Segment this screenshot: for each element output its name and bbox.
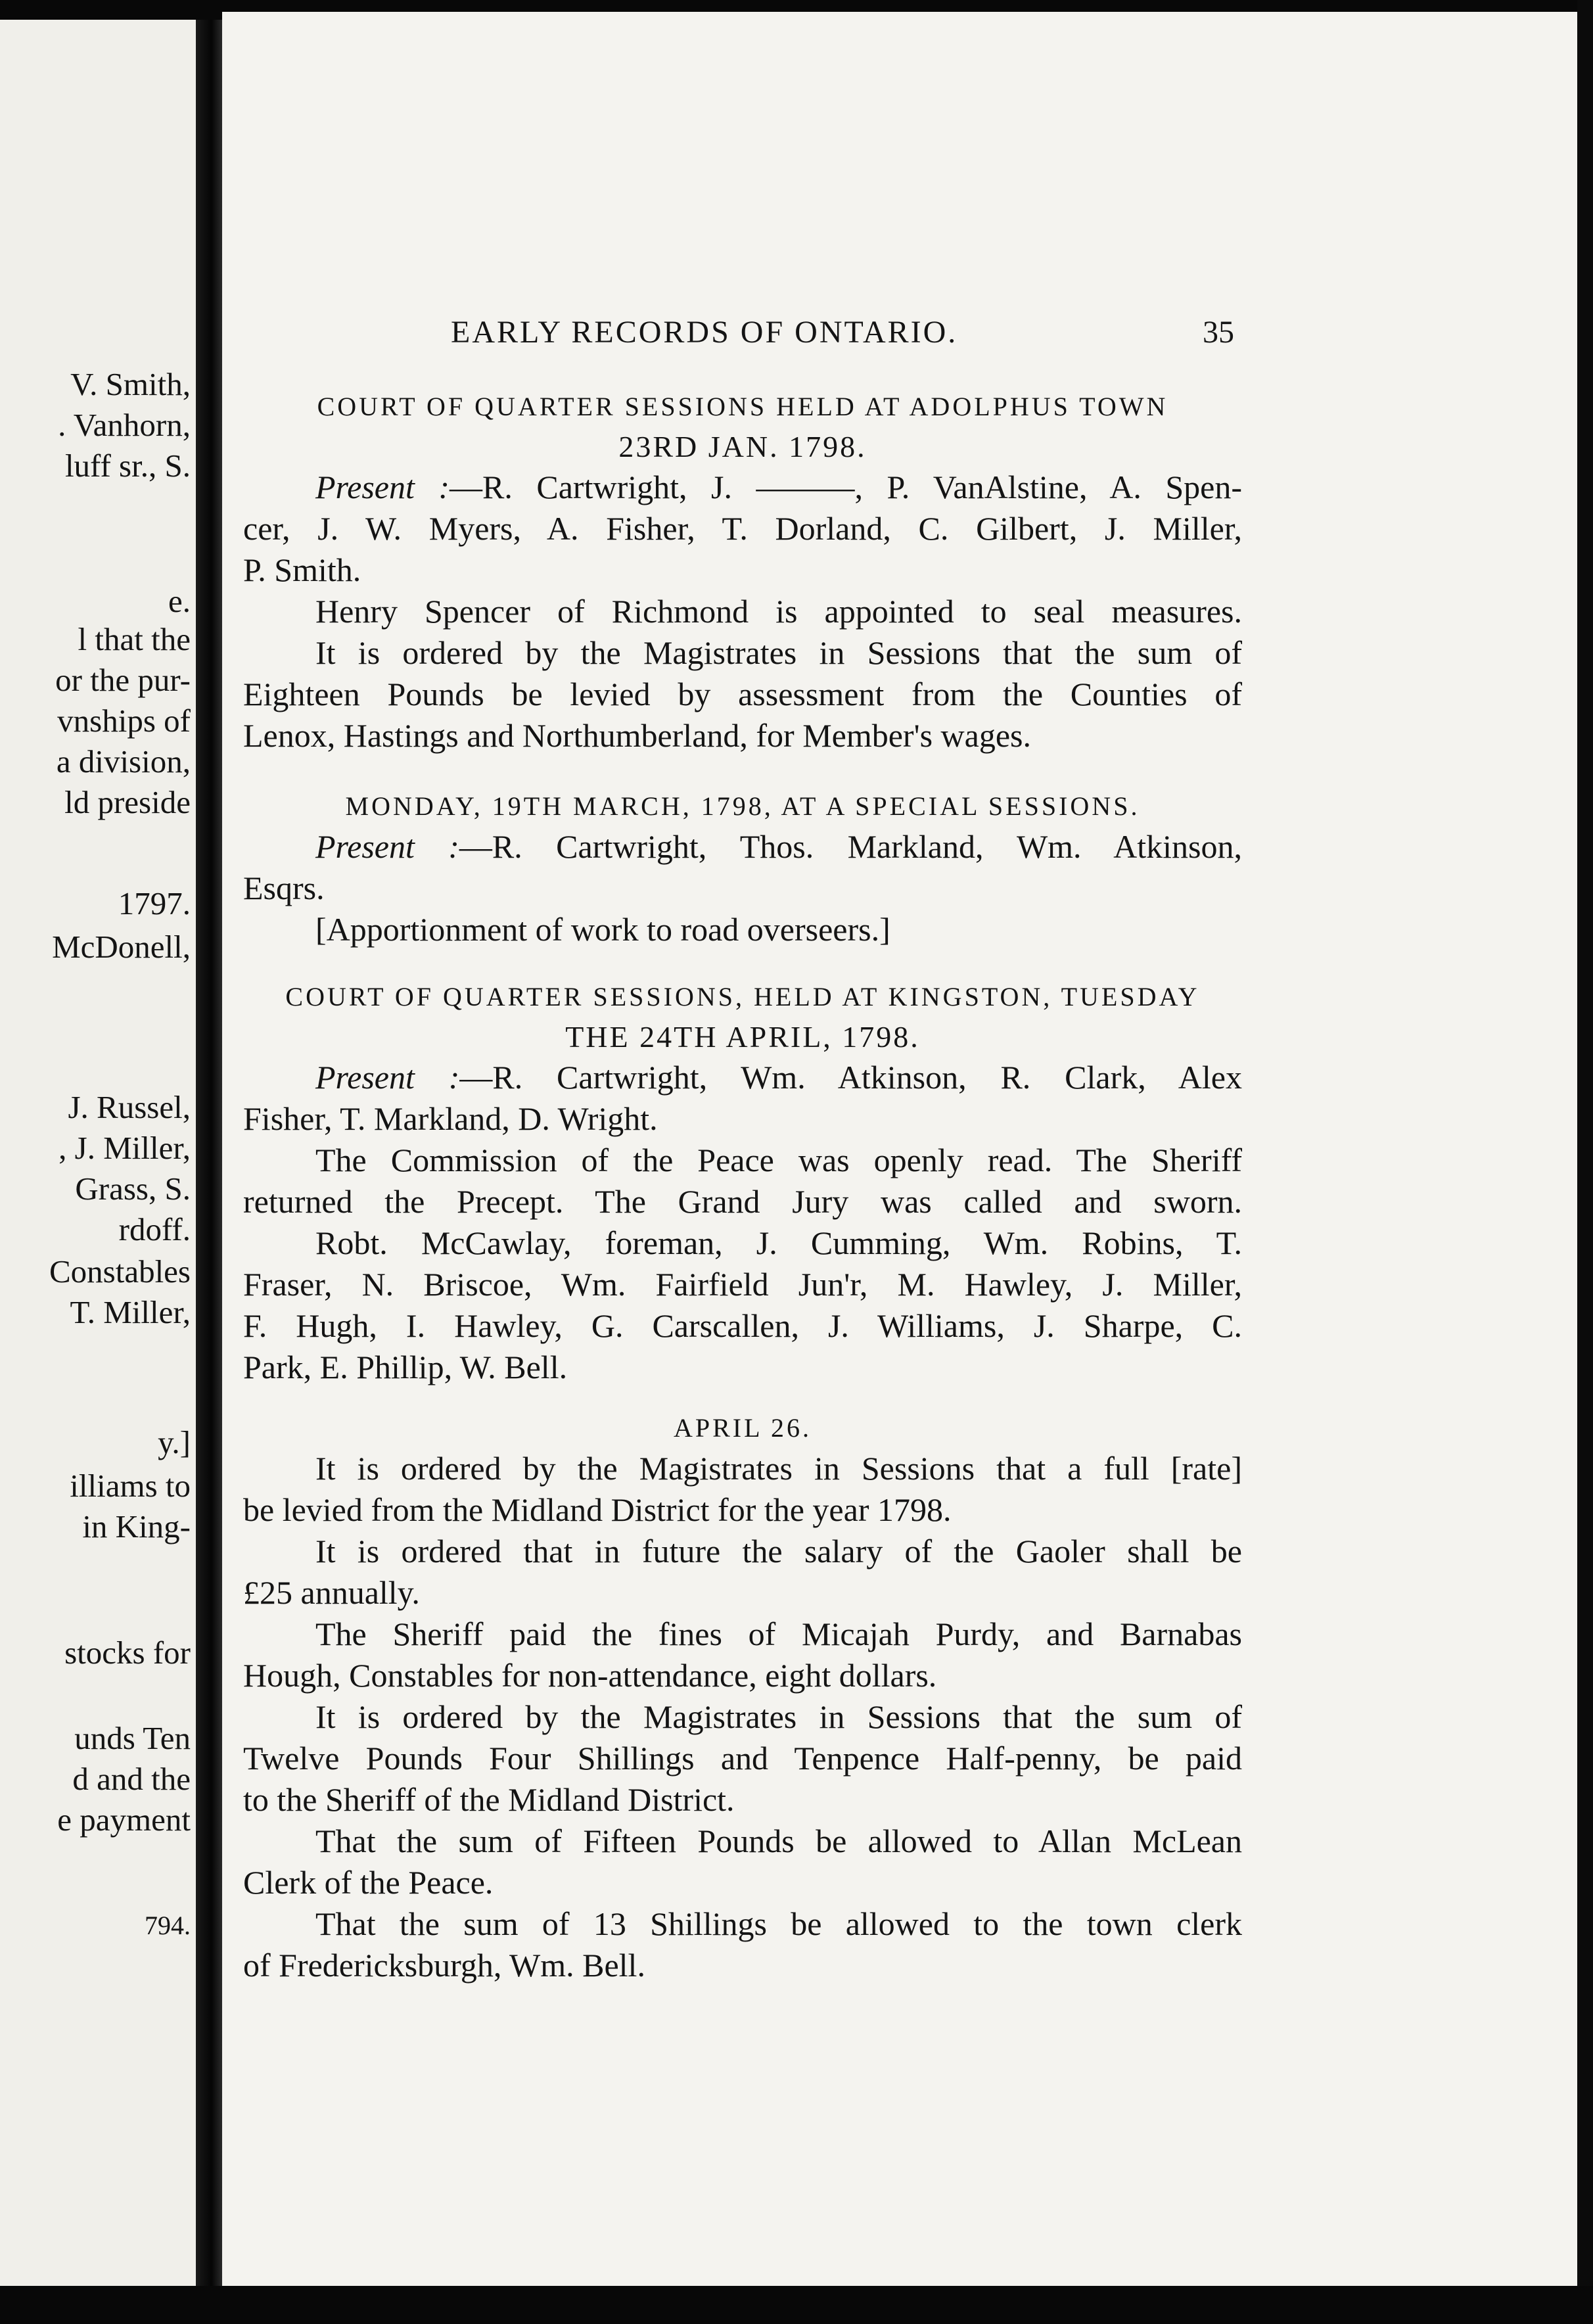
present-label: Present : [315, 469, 450, 505]
present-line [243, 826, 1242, 868]
left-page-line: stocks for [64, 1635, 191, 1671]
left-page-line: , J. Miller, [58, 1130, 191, 1166]
present-line [243, 467, 1242, 508]
left-page-line: . Vanhorn, [58, 407, 191, 443]
left-page-line: McDonell, [52, 929, 191, 965]
left-page-line: l that the [78, 621, 191, 657]
text-line: Fraser, N. Briscoe, Wm. Fairfield Jun'r, M. Hawley, J. Miller, [243, 1266, 1242, 1303]
page-number: 35 [1203, 315, 1234, 350]
text-line: That the sum of Fifteen Pounds be allowed to Allan McLean [315, 1823, 1242, 1859]
text-line: Lenox, Hastings and Northumberland, for Member's wages. [243, 717, 1031, 754]
text-line: Twelve Pounds Four Shillings and Tenpence Half-penny, be paid [243, 1740, 1242, 1777]
text-line: of Fredericksburgh, Wm. Bell. [243, 1947, 645, 1984]
present-label: Present : [315, 828, 459, 865]
left-page-line: V. Smith, [70, 366, 191, 402]
text-line: Robt. McCawlay, foreman, J. Cumming, Wm. Robins, T. [315, 1224, 1242, 1261]
left-page-fragment [0, 20, 196, 2304]
text-line: It is ordered by the Magistrates in Sessions that the sum of [315, 1698, 1242, 1735]
left-page-line: d and the [72, 1761, 191, 1797]
left-page-line: e. [168, 583, 191, 619]
section-april-26 [243, 1408, 1242, 1986]
left-page-line: illiams to [70, 1468, 191, 1504]
left-page-line: rdoff. [118, 1211, 191, 1247]
text-line: Fisher, T. Markland, D. Wright. [243, 1100, 658, 1137]
section-kingston [243, 977, 1242, 1388]
section-adolphus-town [243, 386, 1242, 756]
text-line: be levied from the Midland District for the year 1798. [243, 1491, 952, 1528]
running-head: EARLY RECORDS OF ONTARIO. [451, 315, 958, 350]
text-line: £25 annually. [243, 1574, 420, 1611]
text-line: The Commission of the Peace was openly read. The Sheriff [315, 1142, 1242, 1178]
text-line: It is ordered by the Magistrates in Sessions that a full [rate] [315, 1450, 1242, 1487]
left-page-line: Constables [49, 1253, 191, 1290]
section-heading-date: 23RD JAN. 1798. [618, 430, 867, 463]
text-line: It is ordered that in future the salary of the Gaoler shall be [315, 1533, 1242, 1569]
text-line: [Apportionment of work to road overseers.] [315, 911, 890, 948]
section-heading: APRIL 26. [673, 1413, 812, 1443]
text-line: P. Smith. [243, 551, 361, 588]
section-heading: COURT OF QUARTER SESSIONS HELD AT ADOLPHUS TOWN [317, 392, 1168, 421]
present-line [243, 1057, 1242, 1098]
present-names: —R. Cartwright, Wm. Atkinson, R. Clark, Alex [459, 1059, 1242, 1096]
text-line: returned the Precept. The Grand Jury was called and sworn. [243, 1183, 1242, 1220]
present-label: Present : [315, 1059, 460, 1096]
left-page-line: 794. [145, 1911, 191, 1940]
text-line: The Sheriff paid the fines of Micajah Purdy, and Barnabas [315, 1615, 1242, 1652]
section-special-sessions [243, 786, 1242, 950]
left-page-line: vnships of [57, 703, 191, 739]
left-page-line: or the pur- [55, 662, 191, 698]
text-line: Hough, Constables for non-attendance, eight dollars. [243, 1657, 937, 1694]
left-page-line: ld preside [64, 784, 191, 820]
text-line: to the Sheriff of the Midland District. [243, 1781, 735, 1818]
section-heading: MONDAY, 19TH MARCH, 1798, AT A SPECIAL SESSIONS. [345, 791, 1140, 821]
text-line: Eighteen Pounds be levied by assessment from the Counties of [243, 676, 1242, 712]
text-line: F. Hugh, I. Hawley, G. Carscallen, J. Williams, J. Sharpe, C. [243, 1307, 1242, 1344]
text-line: Clerk of the Peace. [243, 1864, 494, 1901]
text-line: Park, E. Phillip, W. Bell. [243, 1349, 568, 1385]
text-line: Henry Spencer of Richmond is appointed to seal measures. [315, 593, 1242, 630]
left-page-line: e payment [57, 1801, 191, 1838]
scan-right-border [1577, 0, 1593, 2324]
section-heading: COURT OF QUARTER SESSIONS, HELD AT KINGSTON, TUESDAY [285, 982, 1200, 1011]
left-page-line: J. Russel, [68, 1089, 191, 1125]
text-line: Esqrs. [243, 870, 325, 906]
text-line: That the sum of 13 Shillings be allowed to the town clerk [315, 1905, 1242, 1942]
left-page-line: luff sr., S. [64, 448, 191, 484]
scan-bottom-border [0, 2286, 1593, 2324]
left-page-line: a division, [56, 743, 191, 779]
left-page-line: 1797. [118, 885, 191, 921]
left-page-line: T. Miller, [70, 1294, 191, 1330]
left-page-line: unds Ten [74, 1720, 191, 1756]
book-gutter [196, 20, 222, 2304]
text-line: cer, J. W. Myers, A. Fisher, T. Dorland, C. Gilbert, J. Miller, [243, 510, 1242, 547]
section-heading-date: THE 24TH APRIL, 1798. [565, 1020, 920, 1054]
left-page-line: y.] [158, 1424, 191, 1460]
present-names: —R. Cartwright, Thos. Markland, Wm. Atkinson, [459, 828, 1242, 865]
text-line: It is ordered by the Magistrates in Sessions that the sum of [315, 634, 1242, 671]
present-names: —R. Cartwright, J. ———, P. VanAlstine, A. Spen- [450, 469, 1242, 505]
left-page-line: Grass, S. [75, 1171, 191, 1207]
left-page-line: in King- [82, 1508, 191, 1545]
